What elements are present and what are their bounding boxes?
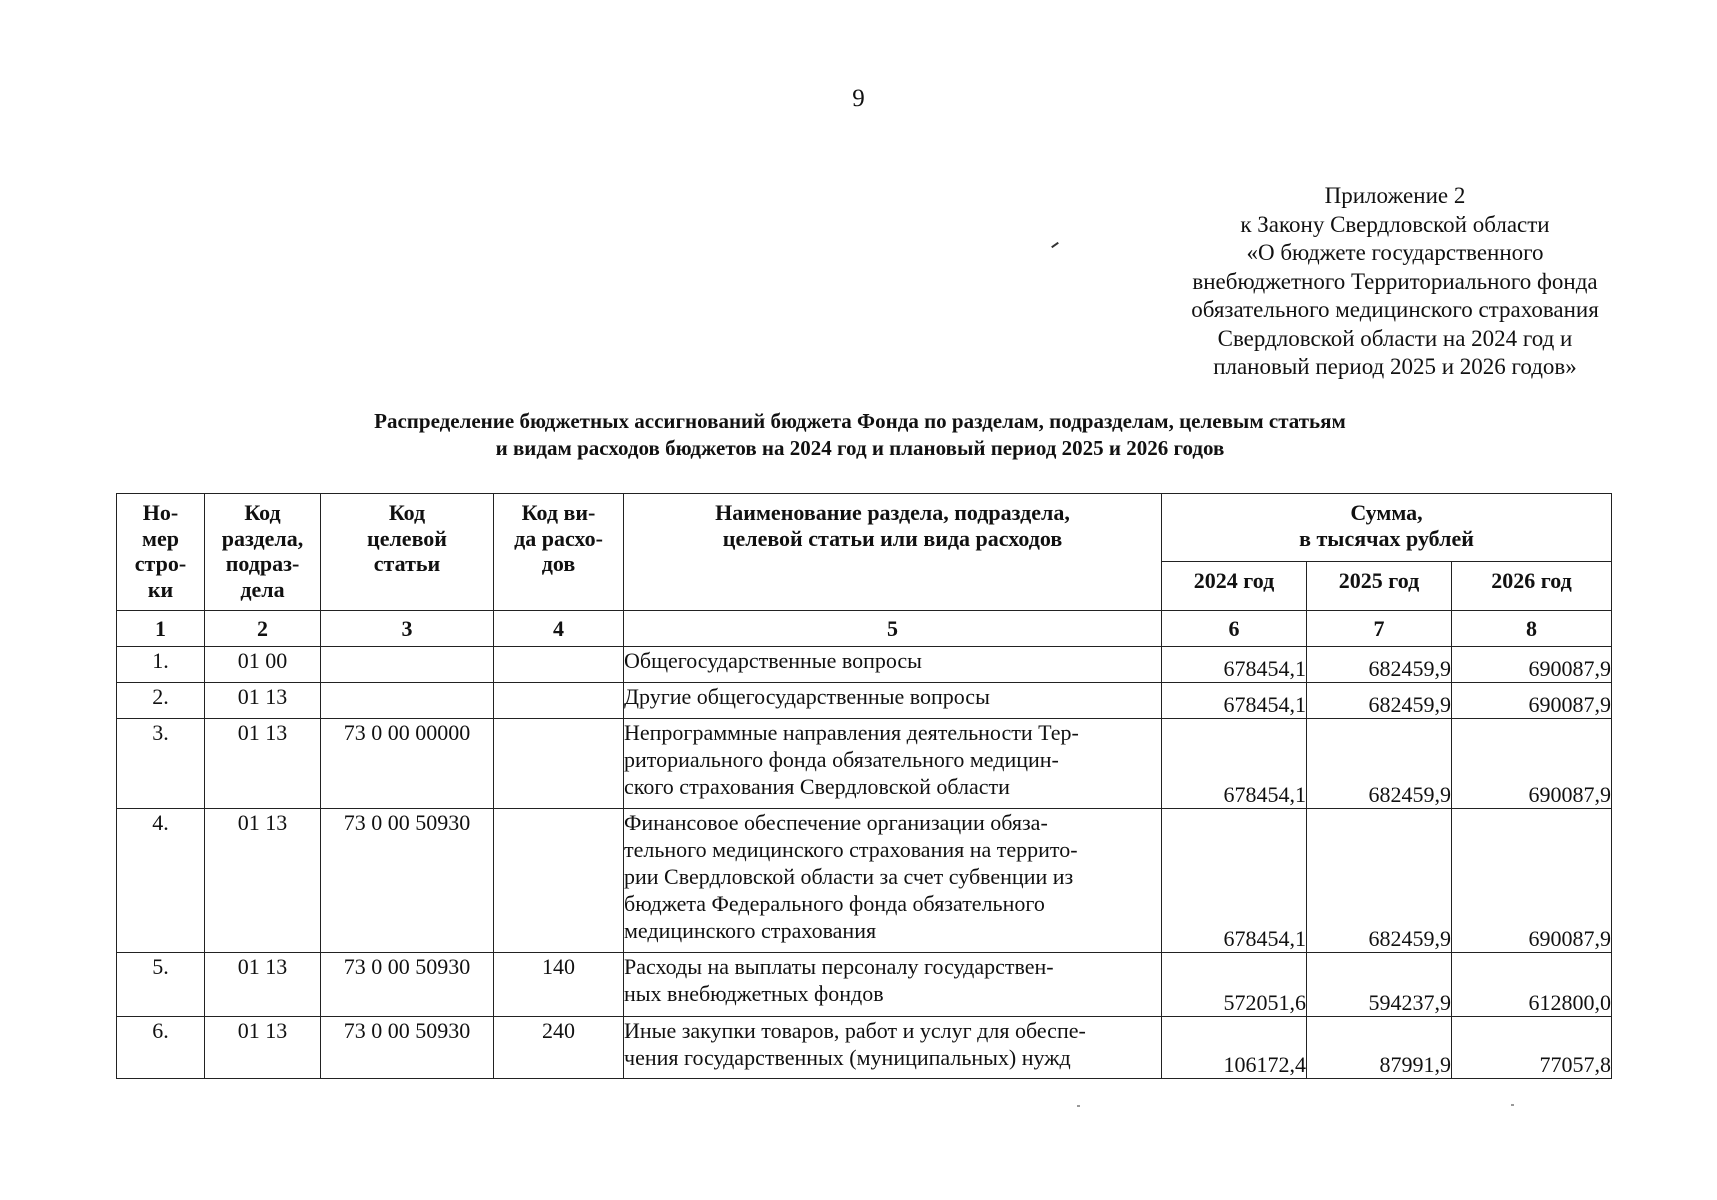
table-row [117,647,1612,682]
row-number: 5. [117,953,205,1016]
amount-2026: 690087,9 [1452,647,1612,682]
column-number: 3 [321,611,494,647]
target-code: 73 0 00 00000 [321,718,494,808]
header-section-code: Код раздела, подраз- дела [205,494,321,611]
document-title [160,408,1560,462]
section-code: 01 00 [205,647,321,682]
header-row-number: Но- мер стро- ки [117,494,205,611]
table-row [117,682,1612,718]
row-name: Расходы на выплаты персоналу государствен- ных внебюджетных фондов [624,953,1162,1016]
amount-2026: 612800,0 [1452,953,1612,1016]
target-code [321,647,494,682]
amount-2025: 682459,9 [1307,682,1452,718]
appendix-reference [1160,182,1630,382]
header-name: Наименование раздела, подраздела, целевой статьи или вида расходов [624,494,1162,611]
amount-2025: 682459,9 [1307,718,1452,808]
section-code: 01 13 [205,953,321,1016]
header-year-2025: 2025 год [1307,562,1452,611]
scan-speck [1077,1105,1080,1107]
amount-2025: 87991,9 [1307,1016,1452,1078]
row-name: Непрограммные направления деятельности Тер- риториального фонда обязательного медицин- ского страхования Свердловской области [624,718,1162,808]
amount-2026: 77057,8 [1452,1016,1612,1078]
section-code: 01 13 [205,1016,321,1078]
amount-2024: 678454,1 [1162,718,1307,808]
appendix-line: обязательного медицинского страхования [1191,297,1599,322]
appendix-line: «О бюджете государственного [1246,240,1544,265]
appendix-line: плановый период 2025 и 2026 годов» [1213,354,1577,379]
column-number: 2 [205,611,321,647]
amount-2025: 594237,9 [1307,953,1452,1016]
section-code: 01 13 [205,718,321,808]
row-name: Иные закупки товаров, работ и услуг для обеспе- чения государственных (муниципальных) нужд [624,1016,1162,1078]
amount-2024: 106172,4 [1162,1016,1307,1078]
header-year-2024: 2024 год [1162,562,1307,611]
expense-type-code [494,809,624,953]
amount-2026: 690087,9 [1452,718,1612,808]
amount-2024: 678454,1 [1162,647,1307,682]
row-number: 6. [117,1016,205,1078]
expense-type-code [494,647,624,682]
column-number: 7 [1307,611,1452,647]
stray-pen-mark [1051,242,1059,248]
section-code: 01 13 [205,809,321,953]
amount-2024: 678454,1 [1162,682,1307,718]
row-number: 4. [117,809,205,953]
expense-type-code: 140 [494,953,624,1016]
table-row [117,809,1612,953]
title-line: и видам расходов бюджетов на 2024 год и плановый период 2025 и 2026 годов [495,436,1225,460]
column-number: 8 [1452,611,1612,647]
header-year-2026: 2026 год [1452,562,1612,611]
table-row [117,953,1612,1016]
column-number: 4 [494,611,624,647]
amount-2024: 678454,1 [1162,809,1307,953]
row-number: 3. [117,718,205,808]
row-number: 2. [117,682,205,718]
row-number: 1. [117,647,205,682]
header-expense-type-code: Код ви- да расхо- дов [494,494,624,611]
table-row [117,1016,1612,1078]
table-row [117,718,1612,808]
amount-2025: 682459,9 [1307,809,1452,953]
expense-type-code [494,718,624,808]
amount-2026: 690087,9 [1452,682,1612,718]
row-name: Финансовое обеспечение организации обяза- тельного медицинского страхования на террито- рии Свердловской области за счет субвенции из бюджета Федерального фонда обязательного медицинского страхования [624,809,1162,953]
expense-type-code [494,682,624,718]
header-amount: Сумма, в тысячах рублей [1162,494,1612,562]
target-code: 73 0 00 50930 [321,953,494,1016]
page-number: 9 [852,85,865,112]
appendix-line: к Закону Свердловской области [1240,211,1550,237]
row-name: Другие общегосударственные вопросы [624,682,1162,718]
appendix-line: Свердловской области на 2024 год и [1217,325,1573,351]
budget-allocation-table [116,493,1612,1079]
target-code: 73 0 00 50930 [321,1016,494,1078]
column-number: 1 [117,611,205,647]
column-number: 6 [1162,611,1307,647]
column-number: 5 [624,611,1162,647]
scan-speck [1511,1104,1514,1106]
appendix-line: внебюджетного Территориального фонда [1192,268,1598,294]
row-name: Общегосударственные вопросы [624,647,1162,682]
amount-2024: 572051,6 [1162,953,1307,1016]
appendix-line: Приложение 2 [1324,183,1466,208]
target-code [321,682,494,718]
amount-2025: 682459,9 [1307,647,1452,682]
expense-type-code: 240 [494,1016,624,1078]
header-target-code: Код целевой статьи [321,494,494,611]
amount-2026: 690087,9 [1452,809,1612,953]
target-code: 73 0 00 50930 [321,809,494,953]
title-line: Распределение бюджетных ассигнований бюджета Фонда по разделам, подразделам, целевым статьям [374,409,1346,433]
section-code: 01 13 [205,682,321,718]
